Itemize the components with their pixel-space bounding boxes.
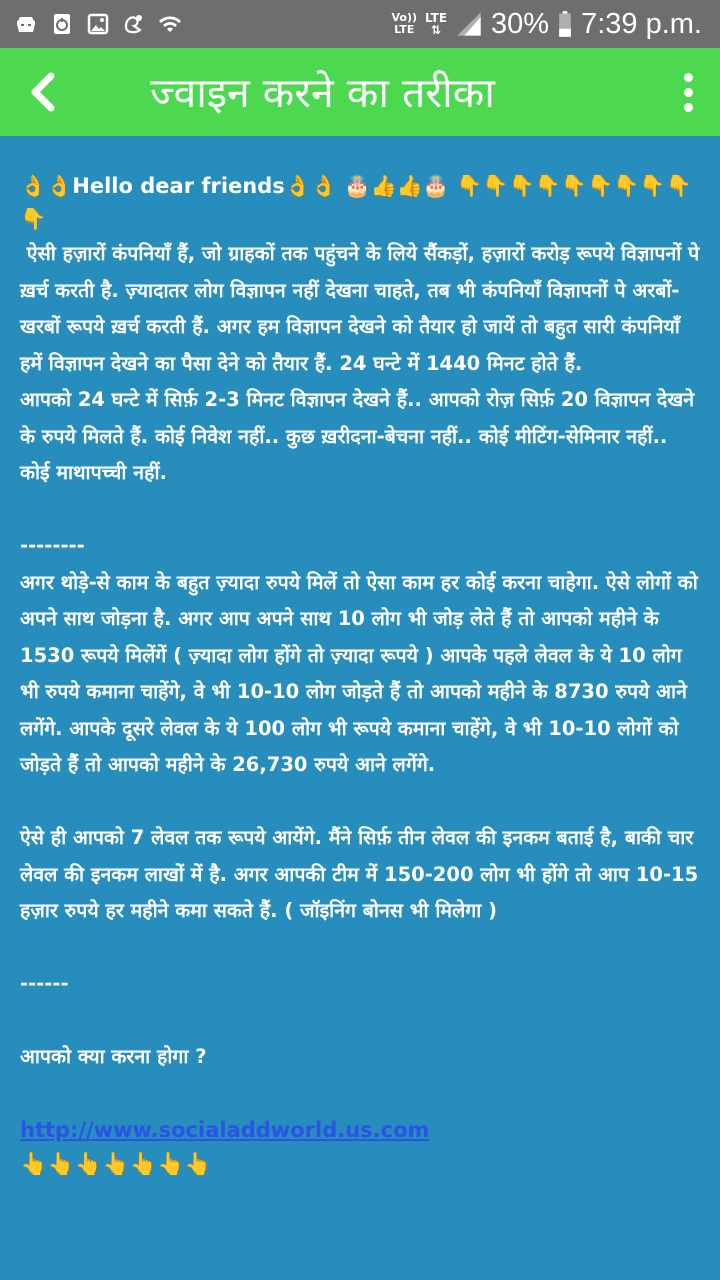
question-heading: आपको क्या करना होगा ? [20, 1045, 207, 1068]
back-button[interactable] [22, 70, 62, 114]
battery-percent: 30% [491, 7, 550, 40]
recycle-icon [50, 12, 74, 36]
paragraph-intro: ऐसी हज़ारों कंपनियाँ हैं, जो ग्राहकों तक पहुंचने के लिये सैंकड़ों, हज़ारों करोड़ रूपये विज्ञापनों पे ख़र्च करती है. ज़्यादातर लोग विज्ञापन नहीं देखना चाहते, तब भी कंपनियाँ विज्ञापनों पे अरबों-खरबों रूपये ख़र्च करती हैं. अगर हम विज्ञापन देखने को तैयार हो जायें तो बहुत सारी कंपनियाँ हमें विज्ञापन देखने का पैसा देने को तैयार हैं. 24 घन्टे में 1440 मिनट होते हैं. आपको 24 घन्टे में सिर्फ़ 2-3 मिनट विज्ञापन देखने हैं.. आपको रोज़ सिर्फ़ 20 विज्ञापन देखने के रुपये मिलते हैं. कोई निवेश नहीं.. कुछ ख़रीदना-बेचना नहीं.. कोई मीटिंग-सेमिनार नहीं.. कोई माथापच्ची नहीं. [20, 242, 700, 484]
status-bar [0, 0, 720, 48]
data-arrows: ⇅ [430, 23, 442, 37]
more-vert-icon [684, 73, 693, 82]
page-title: ज्वाइन करने का तरीका [150, 69, 495, 117]
notification-app-icon [14, 12, 38, 36]
pointing-hands: 👆👆👆👆👆👆👆 [20, 1151, 212, 1177]
divider: -------- [20, 534, 85, 557]
app-bar [0, 48, 720, 136]
battery-icon [557, 10, 573, 38]
clock: 7:39 p.m. [581, 7, 702, 40]
paragraph-earnings: अगर थोड़े-से काम के बहुत ज़्यादा रुपये मिलें तो ऐसा काम हर कोई करना चाहेगा. ऐसे लोगों को अपने साथ जोड़ना है. अगर आप अपने साथ 10 लोग भी जोड़ लेते हैं तो आपको महीने के 1530 रूपये मिलेंगें ( ज़्यादा लोग होंगे तो ज़्यादा रूपये ) आपके पहले लेवल के ये 10 लोग भी रुपये कमाना चाहेंगे, वे भी 10-10 लोग जोड़ते हैं तो आपको महीने के 8730 रुपये आने लगेंगे. आपके दूसरे लेवल के ये 100 लोग भी रूपये कमाना चाहेंगे, वे भी 10-10 लोगों को जोड़ते हैं तो आपको महीने के 26,730 रुपये आने लगेंगे. [20, 570, 705, 776]
wifi-icon [158, 12, 182, 36]
image-icon [86, 12, 110, 36]
uc-browser-icon [122, 12, 146, 36]
system-status [391, 6, 702, 42]
greeting-line: 👌👌Hello dear friends👌👌 🎂👍👍🎂 👇👇👇👇👇👇👇👇👇👇 [20, 174, 692, 231]
lte-indicator: LTE ⇅ [425, 11, 448, 37]
post-content [20, 170, 705, 1180]
paragraph-levels: ऐसे ही आपको 7 लेवल तक रूपये आयेंगे. मैंने सिर्फ़ तीन लेवल की इनकम बताई है, बाकी चार लेवल की इनकम लाखों में है. अगर आपकी टीम में 150-200 लोग भी होंगे तो आप 10-15 हज़ार रुपये हर महीने कमा सकते हैं. ( जॉइनिंग बोनस भी मिलेगा ) [20, 826, 705, 922]
chevron-left-icon [27, 72, 57, 112]
notification-icons [14, 10, 182, 38]
divider: ------ [20, 972, 69, 995]
overflow-menu-button[interactable] [676, 68, 700, 116]
signup-link[interactable]: http://www.socialaddworld.us.com [20, 1118, 430, 1142]
signal-icon [455, 10, 483, 38]
volte-indicator: Vo)) LTE [391, 11, 417, 36]
